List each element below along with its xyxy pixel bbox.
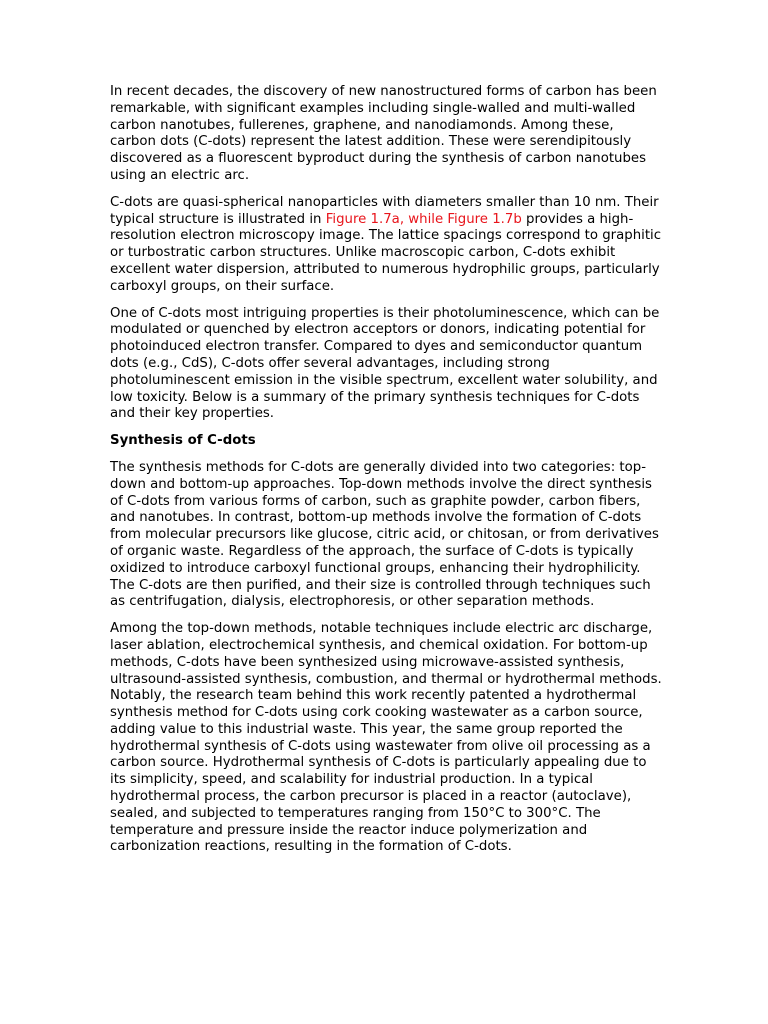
paragraph-photoluminescence: One of C-dots most intriguing properties is their photoluminescence, which can be modulated or quenched by electron acceptors or donors, indicating potential for photoinduced electron transfer. Compared to dyes and semiconductor quantum dots (e.g., CdS), C-dots offer several advantages, including strong photoluminescent emission in the visible spectrum, excellent water solubility, and low toxicity. Below is a summary of the primary synthesis techniques for C-dots and their key properties.	[110, 305, 660, 422]
paragraph-text: provides a high-resolution electron microscopy image. The lattice spacings correspond to graphitic or turbostratic carbon structures. Unlike macroscopic carbon, C-dots exhibit excellent water dispersion, attributed to numerous hydrophilic groups, particularly carboxyl groups, on their surface.	[110, 211, 662, 294]
paragraph-text: C-dots are quasi-spherical nanoparticles with diameters smaller than 10 nm. Their typical structure is illustrated in	[110, 194, 659, 227]
figure-reference-link[interactable]: Figure 1.7a, while Figure 1.7b	[325, 211, 522, 227]
section-heading: Synthesis of C-dots	[110, 433, 256, 449]
document-body	[110, 84, 662, 866]
paragraph-cdots-structure	[110, 195, 662, 296]
paragraph-synthesis-methods: Among the top-down methods, notable techniques include electric arc discharge, laser ablation, electrochemical synthesis, and chemical oxidation. For bottom-up methods, C-dots have been synthesized using microwave-assisted synthesis, ultrasound-assisted synthesis, combustion, and thermal or hydrothermal methods. Notably, the research team behind this work recently patented a hydrothermal synthesis method for C-dots using cork cooking wastewater as a carbon source, adding value to this industrial waste. This year, the same group reported the hydrothermal synthesis of C-dots using wastewater from olive oil processing as a carbon source. Hydrothermal synthesis of C-dots is particularly appealing due to its simplicity, speed, and scalability for industrial production. In a typical hydrothermal process, the carbon precursor is placed in a reactor (autoclave), sealed, and subjected to temperatures ranging from 150°C to 300°C. The temperature and pressure inside the reactor induce polymerization and carbonization reactions, resulting in the formation of C-dots.	[110, 621, 662, 855]
paragraph-intro: In recent decades, the discovery of new nanostructured forms of carbon has been remarkable, with significant examples including single-walled and multi-walled carbon nanotubes, fullerenes, graphene, and nanodiamonds. Among these, carbon dots (C-dots) represent the latest addition. These were serendipitously discovered as a fluorescent byproduct during the synthesis of carbon nanotubes using an electric arc.	[110, 84, 657, 183]
paragraph-synthesis-categories: The synthesis methods for C-dots are generally divided into two categories: top-down and bottom-up approaches. Top-down methods involve the direct synthesis of C-dots from various forms of carbon, such as graphite powder, carbon fibers, and nanotubes. In contrast, bottom-up methods involve the formation of C-dots from molecular precursors like glucose, citric acid, or chitosan, or from derivatives of organic waste. Regardless of the approach, the surface of C-dots is typically oxidized to introduce carboxyl functional groups, enhancing their hydrophilicity. The C-dots are then purified, and their size is controlled through techniques such as centrifugation, dialysis, electrophoresis, or other separation methods.	[110, 459, 659, 610]
